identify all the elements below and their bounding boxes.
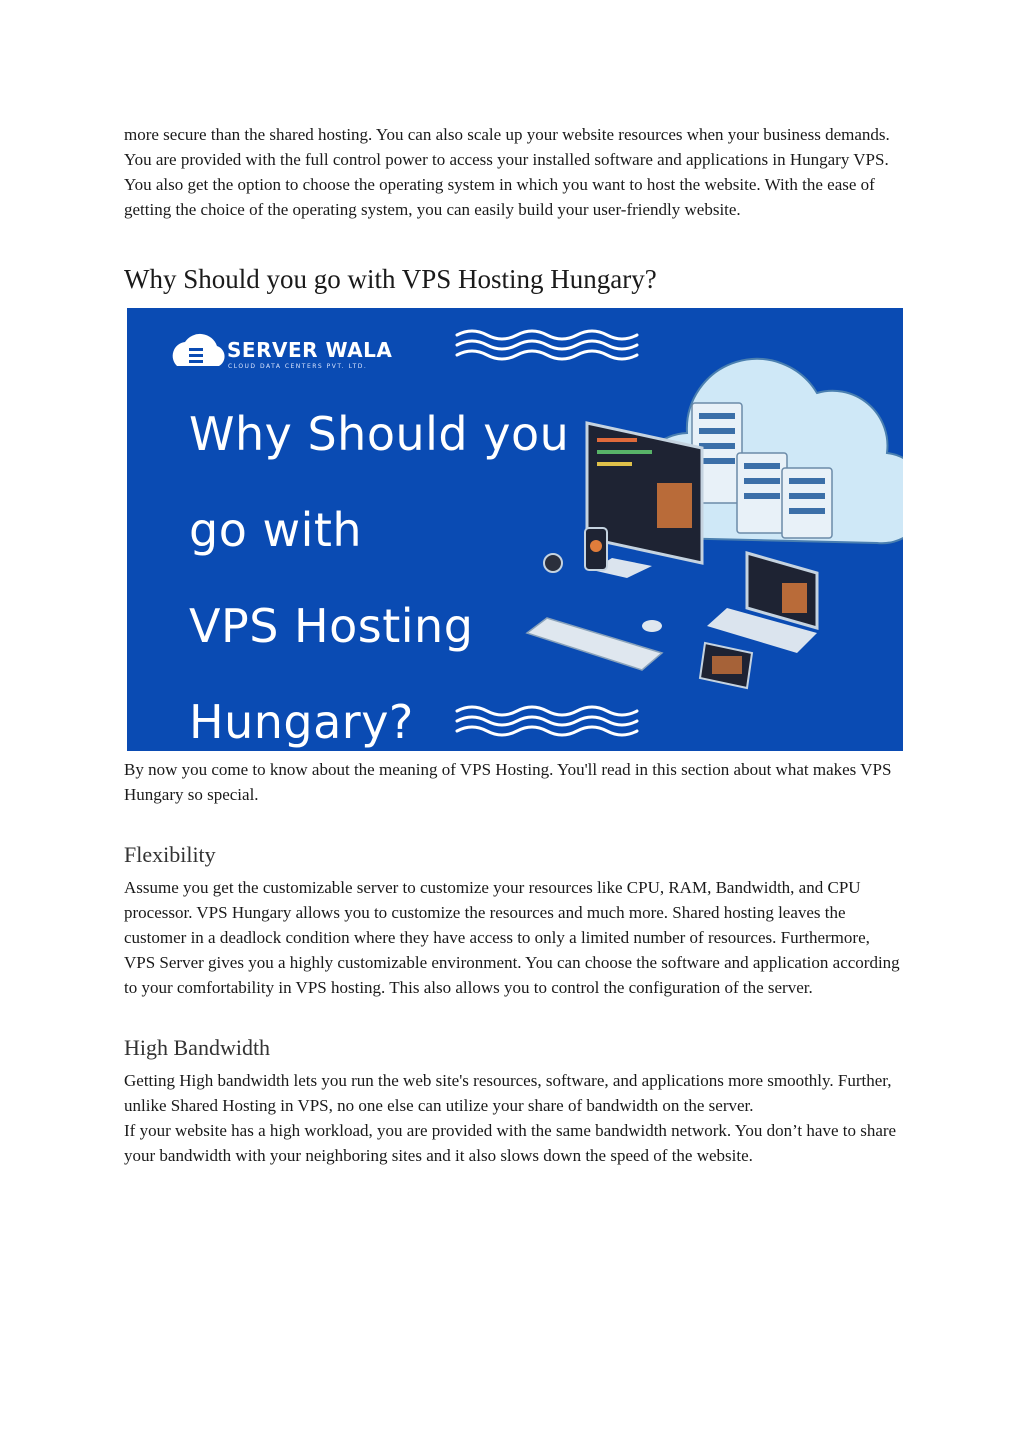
logo-name: SERVER WALA bbox=[227, 338, 393, 362]
wave-decoration-top bbox=[457, 331, 637, 359]
bandwidth-heading: High Bandwidth bbox=[124, 1035, 271, 1060]
intro-paragraph-1: more secure than the shared hosting. You can also scale up your website resources when your business demands. bbox=[124, 125, 890, 144]
laptop-icon bbox=[707, 553, 817, 653]
phone-icon bbox=[585, 528, 607, 570]
intro-paragraph-2: You are provided with the full control power to access your installed software and applications in Hungary VPS. You also get the option to choose the operating system in which you want to host the website. With the ease of getting the choice of the operating system, you can easily build your user-friendly website. bbox=[124, 150, 889, 219]
tablet-icon bbox=[700, 643, 752, 688]
bandwidth-paragraph-2: If your website has a high workload, you are provided with the same bandwidth network. You don’t have to share your bandwidth with your neighboring sites and it also slows down the speed of the website. bbox=[124, 1121, 897, 1165]
banner-line-4: Hungary? bbox=[189, 695, 414, 749]
flexibility-paragraph: Assume you get the customizable server to customize your resources like CPU, RAM, Bandwidth, and CPU processor. VPS Hungary allows you to customize the resources and much more. Shared hosting leaves the customer in a deadlock condition where they have access to only a limited number of resources. Furthermore, VPS Server gives you a highly customizable environment. You can choose the software and application according to your comfortability in VPS hosting. This also allows you to control the configuration of the server. bbox=[124, 878, 900, 997]
banner-line-3: VPS Hosting bbox=[189, 599, 474, 653]
flexibility-heading: Flexibility bbox=[124, 842, 216, 867]
logo-icon bbox=[173, 334, 225, 366]
mouse-icon bbox=[642, 620, 662, 632]
banner-line-1: Why Should you bbox=[189, 407, 570, 461]
wave-decoration-bottom bbox=[457, 707, 637, 735]
after-banner-paragraph: By now you come to know about the meaning of VPS Hosting. You'll read in this section about what makes VPS Hungary so special. bbox=[124, 760, 892, 804]
keyboard-icon bbox=[527, 618, 662, 670]
bandwidth-paragraph-1: Getting High bandwidth lets you run the web site's resources, software, and applications more smoothly. Further, unlike Shared Hosting in VPS, no one else can utilize your share of bandwidth on the server. bbox=[124, 1071, 892, 1115]
logo-tagline: CLOUD DATA CENTERS PVT. LTD. bbox=[228, 363, 368, 370]
banner-line-2: go with bbox=[189, 503, 363, 557]
banner-image bbox=[127, 308, 903, 751]
watch-icon bbox=[544, 554, 562, 572]
document-page bbox=[124, 122, 904, 1168]
section-heading: Why Should you go with VPS Hosting Hungary? bbox=[124, 264, 657, 294]
